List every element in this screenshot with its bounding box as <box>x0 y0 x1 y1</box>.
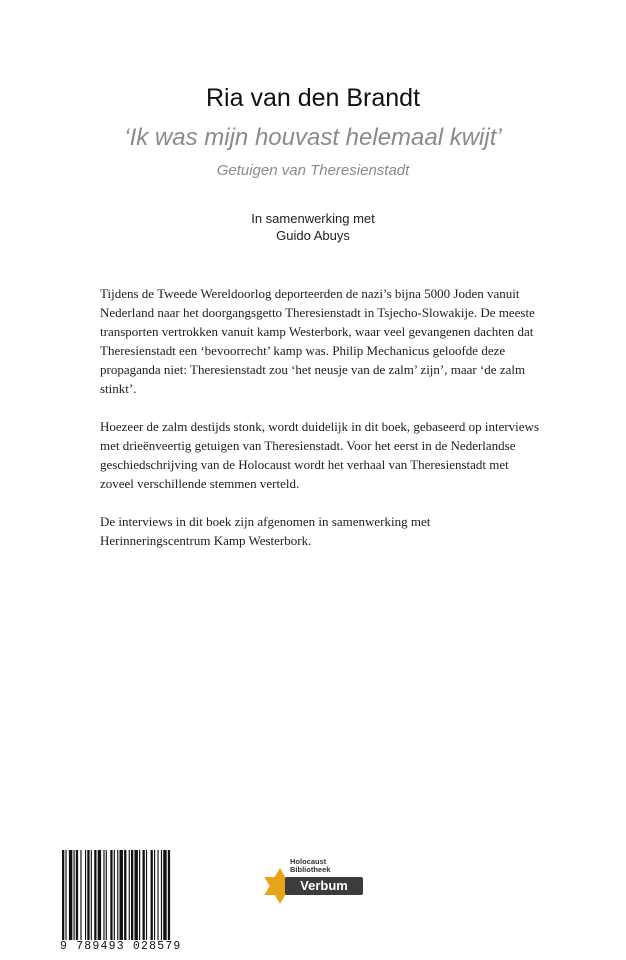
author-name: Ria van den Brandt <box>205 84 421 112</box>
collaborator-name: Guido Abuys <box>276 228 350 243</box>
publisher-name: Verbum <box>285 877 363 895</box>
publisher-logo-label <box>290 858 330 874</box>
blurb-paragraph: Hoezeer de zalm destijds stonk, wordt duidelijk in dit boek, gebaseerd op interviews met drieënveertig getuigen van Theresienstadt. Voor het eerst in de Nederlandse geschiedschrijving van de Holocaust wordt het verhaal van Theresienstadt met zoveel verschillende stemmen verteld. <box>100 419 539 491</box>
isbn-number: 9 789493 028579 <box>60 940 206 956</box>
collaboration-credit <box>0 210 626 244</box>
book-title: ‘Ik was mijn houvast helemaal kwijt’ <box>124 124 502 151</box>
blurb-paragraph: De interviews in dit boek zijn afgenomen in samenwerking met Herinneringscentrum Kamp Westerbork. <box>100 514 431 548</box>
book-subtitle: Getuigen van Theresienstadt <box>216 162 410 179</box>
publisher-logo-line2: Bibliotheek <box>290 865 331 874</box>
collaboration-label: In samenwerking met <box>251 211 375 226</box>
blurb <box>100 284 540 569</box>
barcode-icon <box>60 850 206 942</box>
blurb-paragraph: Tijdens de Tweede Wereldoorlog deporteerden de nazi’s bijna 5000 Joden vanuit Nederland naar het doorgangsgetto Theresienstadt in Tsjecho-Slowakije. De meeste transporten vertrokken vanuit kamp Westerbork, waar veel gevangenen dachten dat Theresienstadt een ‘bevoorrecht’ kamp was. Philip Mechanicus geloofde deze propaganda niet: Theresienstadt zou ‘het neusje van de zalm’ zijn’, maar ‘de zalm stinkt’. <box>100 286 535 396</box>
publisher-logo-line1: Holocaust <box>290 857 327 866</box>
